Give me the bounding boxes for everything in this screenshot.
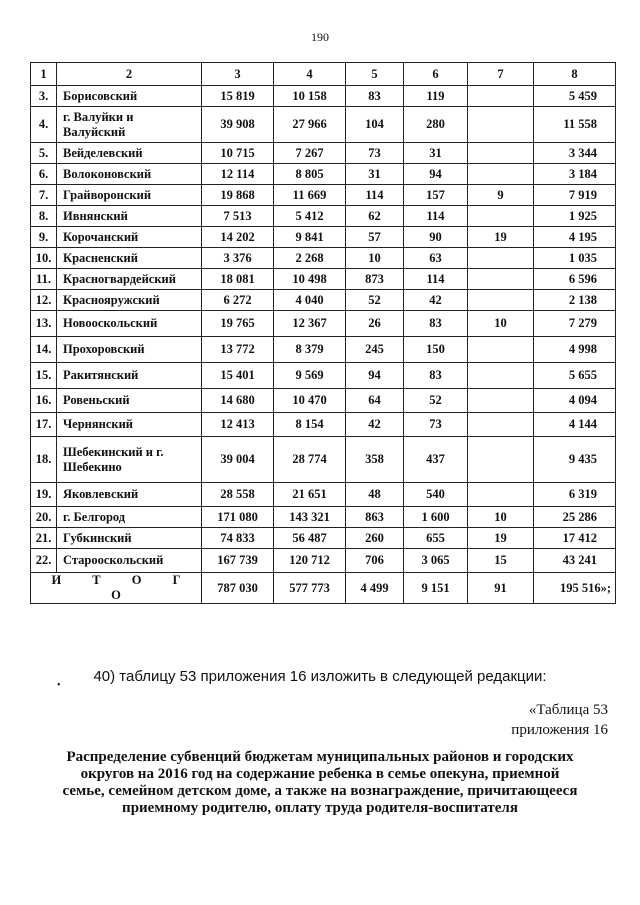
value-cell: 8 805 <box>274 164 346 185</box>
total-label: И Т О Г О <box>31 573 202 604</box>
value-cell: 6 272 <box>202 290 274 311</box>
value-cell: 31 <box>346 164 404 185</box>
value-cell: 10 715 <box>202 143 274 164</box>
row-index-cell: 5. <box>31 143 57 164</box>
value-cell: 143 321 <box>274 507 346 528</box>
value-cell: 90 <box>404 227 468 248</box>
table-row <box>31 311 616 337</box>
value-cell: 114 <box>404 206 468 227</box>
value-cell: 873 <box>346 269 404 290</box>
value-cell <box>468 363 534 389</box>
value-cell: 63 <box>404 248 468 269</box>
value-cell: 9 569 <box>274 363 346 389</box>
value-cell <box>468 269 534 290</box>
value-cell: 6 596 <box>534 269 616 290</box>
table-row <box>31 528 616 549</box>
value-cell: 15 <box>468 549 534 573</box>
total-value-cell: 4 499 <box>346 573 404 604</box>
table-row <box>31 363 616 389</box>
column-header: 8 <box>534 63 616 86</box>
table-reference-line2: приложения 16 <box>511 722 608 738</box>
table-row <box>31 227 616 248</box>
value-cell <box>468 248 534 269</box>
district-name-cell: Губкинский <box>57 528 202 549</box>
value-cell: 11 558 <box>534 107 616 143</box>
value-cell: 52 <box>346 290 404 311</box>
district-name-cell: Шебекинский и г. Шебекино <box>57 437 202 483</box>
total-value-cell: 9 151 <box>404 573 468 604</box>
row-index-cell: 15. <box>31 363 57 389</box>
table-row <box>31 185 616 206</box>
value-cell: 12 114 <box>202 164 274 185</box>
column-header: 3 <box>202 63 274 86</box>
value-cell: 43 241 <box>534 549 616 573</box>
value-cell: 655 <box>404 528 468 549</box>
value-cell: 62 <box>346 206 404 227</box>
value-cell: 3 065 <box>404 549 468 573</box>
value-cell <box>468 164 534 185</box>
table-body <box>31 86 616 604</box>
value-cell: 21 651 <box>274 483 346 507</box>
document-title: Распределение субвенций бюджетам муниципальных районов и городских округов на 2016 год на содержание ребенка в семье опекуна, приемной семье, семейном детском доме, а также на вознаграждение, причитающееся приемному родителю, оплату труда родителя-воспитателя <box>62 749 578 816</box>
value-cell: 14 202 <box>202 227 274 248</box>
value-cell: 19 <box>468 528 534 549</box>
value-cell: 5 655 <box>534 363 616 389</box>
row-index-cell: 16. <box>31 389 57 413</box>
column-header: 5 <box>346 63 404 86</box>
district-name-cell: Корочанский <box>57 227 202 248</box>
row-index-cell: 8. <box>31 206 57 227</box>
value-cell: 2 138 <box>534 290 616 311</box>
value-cell: 39 908 <box>202 107 274 143</box>
table-row <box>31 206 616 227</box>
value-cell: 119 <box>404 86 468 107</box>
value-cell: 74 833 <box>202 528 274 549</box>
value-cell: 7 279 <box>534 311 616 337</box>
district-name-cell: г. Белгород <box>57 507 202 528</box>
value-cell: 157 <box>404 185 468 206</box>
value-cell: 358 <box>346 437 404 483</box>
value-cell: 12 367 <box>274 311 346 337</box>
value-cell: 5 412 <box>274 206 346 227</box>
table-row <box>31 507 616 528</box>
value-cell: 19 765 <box>202 311 274 337</box>
district-name-cell: г. Валуйки и Валуйский <box>57 107 202 143</box>
district-name-cell: Ивнянский <box>57 206 202 227</box>
value-cell: 120 712 <box>274 549 346 573</box>
row-index-cell: 11. <box>31 269 57 290</box>
value-cell: 1 925 <box>534 206 616 227</box>
value-cell: 9 841 <box>274 227 346 248</box>
stray-mark: • <box>57 680 61 691</box>
district-name-cell: Старооскольский <box>57 549 202 573</box>
value-cell: 19 868 <box>202 185 274 206</box>
value-cell <box>468 107 534 143</box>
value-cell <box>468 290 534 311</box>
value-cell: 7 267 <box>274 143 346 164</box>
row-index-cell: 6. <box>31 164 57 185</box>
value-cell: 706 <box>346 549 404 573</box>
value-cell: 19 <box>468 227 534 248</box>
value-cell <box>468 437 534 483</box>
total-value-cell: 787 030 <box>202 573 274 604</box>
table-row <box>31 290 616 311</box>
value-cell: 3 344 <box>534 143 616 164</box>
row-index-cell: 19. <box>31 483 57 507</box>
value-cell: 28 558 <box>202 483 274 507</box>
value-cell: 167 739 <box>202 549 274 573</box>
total-value-cell: 91 <box>468 573 534 604</box>
value-cell: 11 669 <box>274 185 346 206</box>
value-cell: 280 <box>404 107 468 143</box>
table-row <box>31 337 616 363</box>
value-cell: 10 470 <box>274 389 346 413</box>
row-index-cell: 4. <box>31 107 57 143</box>
table-row <box>31 549 616 573</box>
value-cell: 7 513 <box>202 206 274 227</box>
column-header: 6 <box>404 63 468 86</box>
row-index-cell: 17. <box>31 413 57 437</box>
value-cell <box>468 483 534 507</box>
value-cell: 863 <box>346 507 404 528</box>
value-cell: 10 <box>468 311 534 337</box>
value-cell: 18 081 <box>202 269 274 290</box>
value-cell: 83 <box>346 86 404 107</box>
value-cell: 64 <box>346 389 404 413</box>
value-cell <box>468 337 534 363</box>
value-cell: 3 376 <box>202 248 274 269</box>
table-row <box>31 86 616 107</box>
value-cell: 3 184 <box>534 164 616 185</box>
row-index-cell: 12. <box>31 290 57 311</box>
value-cell <box>468 206 534 227</box>
row-index-cell: 22. <box>31 549 57 573</box>
value-cell: 57 <box>346 227 404 248</box>
value-cell: 5 459 <box>534 86 616 107</box>
value-cell: 15 819 <box>202 86 274 107</box>
value-cell: 56 487 <box>274 528 346 549</box>
value-cell: 4 195 <box>534 227 616 248</box>
district-name-cell: Ровеньский <box>57 389 202 413</box>
column-header: 7 <box>468 63 534 86</box>
table-header-row <box>31 63 616 86</box>
district-name-cell: Ракитянский <box>57 363 202 389</box>
value-cell: 437 <box>404 437 468 483</box>
district-name-cell: Краснояружский <box>57 290 202 311</box>
district-name-cell: Борисовский <box>57 86 202 107</box>
value-cell: 114 <box>346 185 404 206</box>
column-header: 2 <box>57 63 202 86</box>
value-cell: 12 413 <box>202 413 274 437</box>
value-cell: 260 <box>346 528 404 549</box>
value-cell: 25 286 <box>534 507 616 528</box>
value-cell: 4 998 <box>534 337 616 363</box>
table-reference <box>511 700 608 740</box>
value-cell: 27 966 <box>274 107 346 143</box>
table-row <box>31 389 616 413</box>
row-index-cell: 10. <box>31 248 57 269</box>
value-cell: 83 <box>404 311 468 337</box>
value-cell: 73 <box>346 143 404 164</box>
row-index-cell: 20. <box>31 507 57 528</box>
value-cell: 42 <box>346 413 404 437</box>
value-cell: 1 600 <box>404 507 468 528</box>
value-cell: 171 080 <box>202 507 274 528</box>
value-cell: 73 <box>404 413 468 437</box>
page-number: 190 <box>311 30 329 44</box>
value-cell: 39 004 <box>202 437 274 483</box>
table-row <box>31 143 616 164</box>
district-name-cell: Яковлевский <box>57 483 202 507</box>
table-row <box>31 483 616 507</box>
value-cell: 83 <box>404 363 468 389</box>
value-cell: 10 498 <box>274 269 346 290</box>
value-cell: 94 <box>346 363 404 389</box>
value-cell: 17 412 <box>534 528 616 549</box>
subvention-table <box>30 62 616 604</box>
value-cell: 1 035 <box>534 248 616 269</box>
district-name-cell: Чернянский <box>57 413 202 437</box>
value-cell <box>468 86 534 107</box>
instruction-text: 40) таблицу 53 приложения 16 изложить в следующей редакции: <box>93 668 547 685</box>
value-cell: 8 154 <box>274 413 346 437</box>
value-cell: 8 379 <box>274 337 346 363</box>
value-cell: 10 <box>346 248 404 269</box>
value-cell: 2 268 <box>274 248 346 269</box>
value-cell: 245 <box>346 337 404 363</box>
total-row <box>31 573 616 604</box>
total-value-cell: 577 773 <box>274 573 346 604</box>
row-index-cell: 14. <box>31 337 57 363</box>
district-name-cell: Волоконовский <box>57 164 202 185</box>
value-cell: 26 <box>346 311 404 337</box>
table-row <box>31 107 616 143</box>
value-cell: 104 <box>346 107 404 143</box>
row-index-cell: 7. <box>31 185 57 206</box>
value-cell <box>468 413 534 437</box>
row-index-cell: 18. <box>31 437 57 483</box>
value-cell: 540 <box>404 483 468 507</box>
value-cell: 9 <box>468 185 534 206</box>
value-cell <box>468 389 534 413</box>
value-cell: 150 <box>404 337 468 363</box>
row-index-cell: 13. <box>31 311 57 337</box>
row-index-cell: 3. <box>31 86 57 107</box>
value-cell: 48 <box>346 483 404 507</box>
district-name-cell: Вейделевский <box>57 143 202 164</box>
column-header: 4 <box>274 63 346 86</box>
value-cell: 13 772 <box>202 337 274 363</box>
district-name-cell: Новооскольский <box>57 311 202 337</box>
value-cell: 4 040 <box>274 290 346 311</box>
value-cell <box>468 143 534 164</box>
value-cell: 42 <box>404 290 468 311</box>
district-name-cell: Красногвардейский <box>57 269 202 290</box>
value-cell: 52 <box>404 389 468 413</box>
value-cell: 94 <box>404 164 468 185</box>
district-name-cell: Грайворонский <box>57 185 202 206</box>
district-name-cell: Красненский <box>57 248 202 269</box>
table-row <box>31 248 616 269</box>
column-header: 1 <box>31 63 57 86</box>
value-cell: 114 <box>404 269 468 290</box>
value-cell: 14 680 <box>202 389 274 413</box>
row-index-cell: 9. <box>31 227 57 248</box>
value-cell: 6 319 <box>534 483 616 507</box>
value-cell: 4 094 <box>534 389 616 413</box>
value-cell: 31 <box>404 143 468 164</box>
value-cell: 4 144 <box>534 413 616 437</box>
district-name-cell: Прохоровский <box>57 337 202 363</box>
value-cell: 9 435 <box>534 437 616 483</box>
value-cell: 10 158 <box>274 86 346 107</box>
table-row <box>31 413 616 437</box>
table-row <box>31 164 616 185</box>
value-cell: 15 401 <box>202 363 274 389</box>
table-row <box>31 269 616 290</box>
total-value-cell: 195 516»; <box>534 573 616 604</box>
value-cell: 10 <box>468 507 534 528</box>
value-cell: 7 919 <box>534 185 616 206</box>
row-index-cell: 21. <box>31 528 57 549</box>
table-reference-line1: «Таблица 53 <box>528 702 608 718</box>
table-row <box>31 437 616 483</box>
value-cell: 28 774 <box>274 437 346 483</box>
